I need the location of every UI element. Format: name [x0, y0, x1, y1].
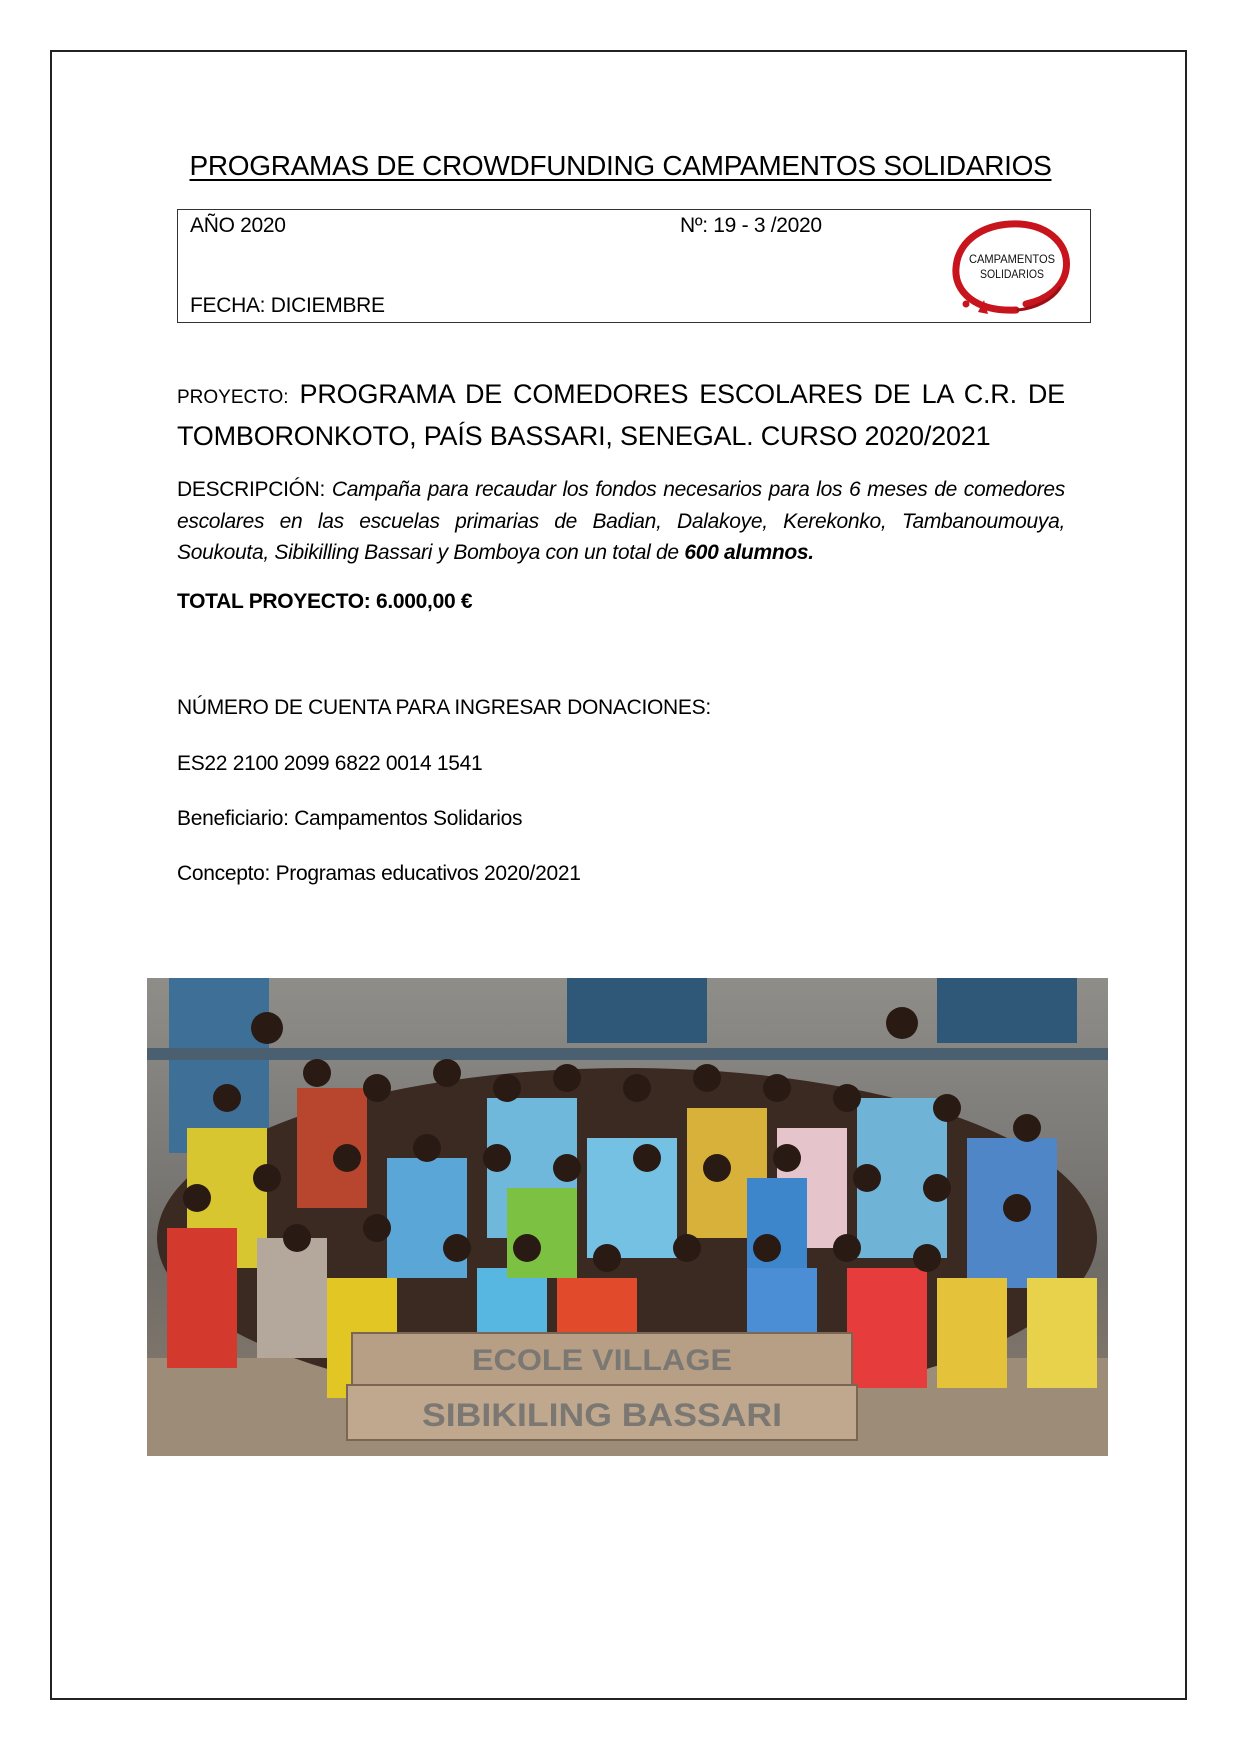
account-label: NÚMERO DE CUENTA PARA INGRESAR DONACIONES: [177, 696, 711, 719]
sign-line1: ECOLE VILLAGE [472, 1344, 732, 1377]
campamentos-solidarios-logo [946, 216, 1076, 320]
document-title: PROGRAMAS DE CROWDFUNDING CAMPAMENTOS SOLIDARIOS [189, 150, 1052, 181]
sign-line2: SIBIKILING BASSARI [422, 1397, 782, 1433]
info-date: FECHA: DICIEMBRE [190, 294, 385, 317]
concept: Concepto: Programas educativos 2020/2021 [177, 862, 581, 885]
photo-window [567, 978, 707, 1043]
project-section [177, 375, 1065, 455]
photo-sign [347, 1333, 857, 1440]
info-number: Nº: 19 - 3 /2020 [680, 214, 822, 237]
photo-window [937, 978, 1077, 1043]
photo-door [169, 978, 269, 1153]
project-label: PROYECTO: [177, 387, 289, 408]
description-text: Campaña para recaudar los fondos necesarios para los 6 meses de comedores escolares en las escuelas primarias de Badian, Dalakoye, Kerekonko, Tambanoumouya, Soukouta, Sibikilling Bassari y Bomboya con un total de [177, 478, 1065, 564]
beneficiary: Beneficiario: Campamentos Solidarios [177, 807, 523, 830]
description-label: DESCRIPCIÓN: [177, 478, 326, 501]
logo-text-line1: CAMPAMENTOS [969, 252, 1055, 266]
project-total: TOTAL PROYECTO: 6.000,00 € [177, 590, 473, 613]
logo-text-line2: SOLIDARIOS [980, 267, 1044, 281]
account-iban: ES22 2100 2099 6822 0014 1541 [177, 752, 483, 775]
group-photo [147, 978, 1108, 1456]
description-section [177, 474, 1065, 569]
info-box [177, 209, 1091, 323]
info-year: AÑO 2020 [190, 214, 286, 237]
project-text: PROGRAMA DE COMEDORES ESCOLARES DE LA C.R. DE TOMBORONKOTO, PAÍS BASSARI, SENEGAL. CURSO 2020/2021 [177, 379, 1065, 451]
description-highlight: 600 alumnos. [684, 541, 814, 564]
